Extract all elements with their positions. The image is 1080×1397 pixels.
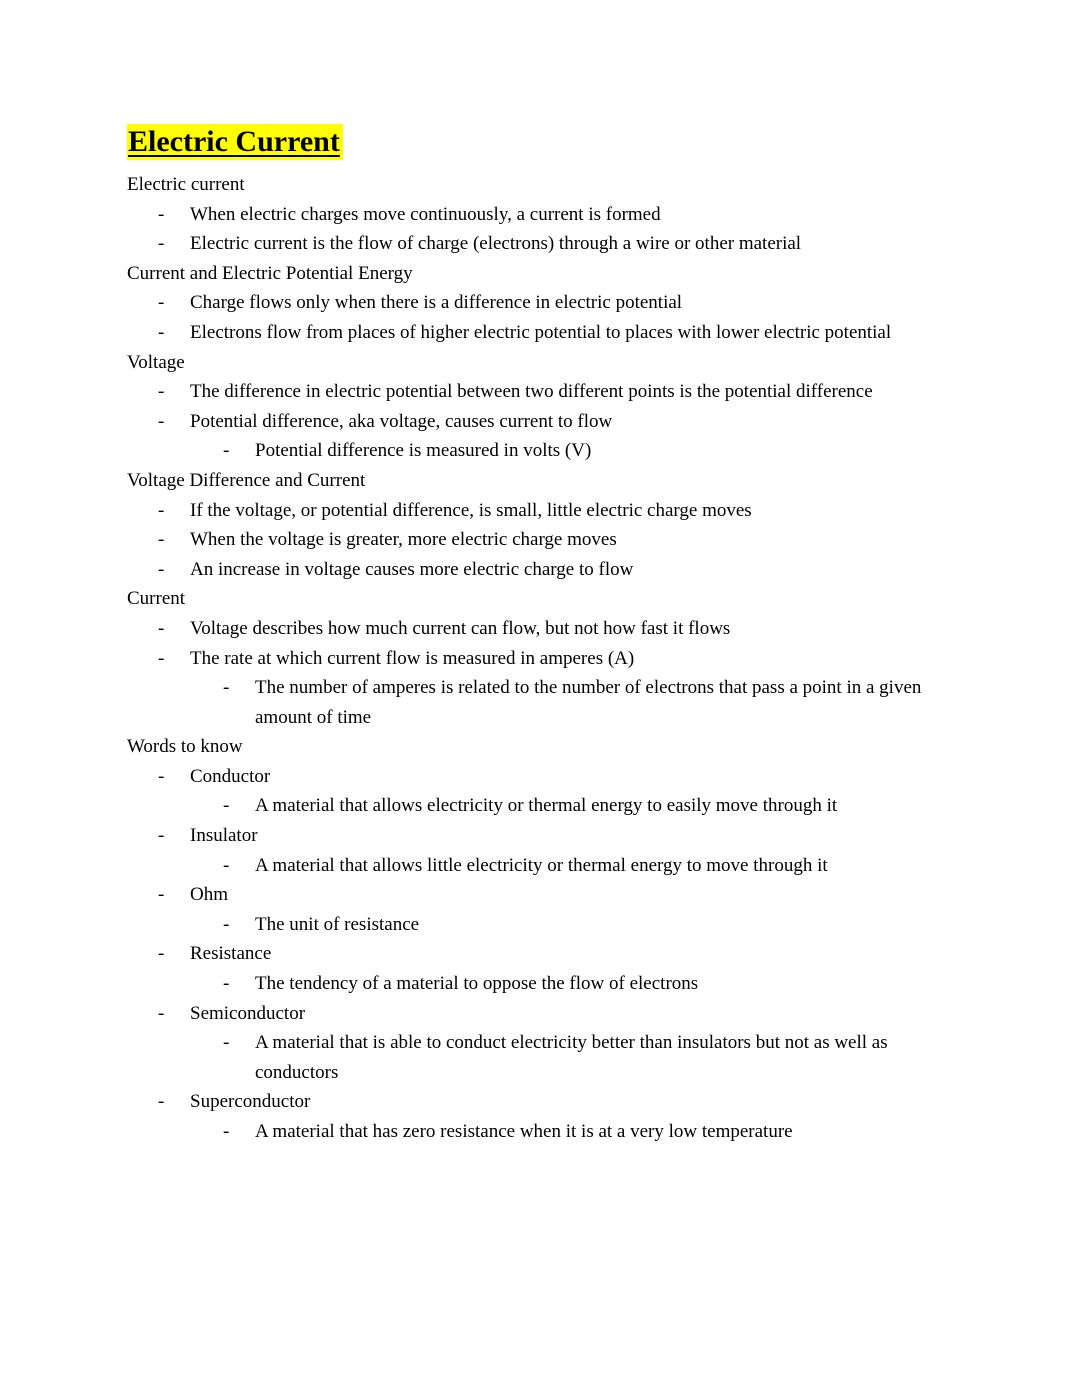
list-dash-bullet: - xyxy=(223,1121,230,1142)
list-dash-bullet: - xyxy=(158,529,165,551)
list-dash-bullet: - xyxy=(223,854,230,876)
outline-item xyxy=(127,229,959,259)
outline-heading xyxy=(127,466,959,496)
outline-heading xyxy=(127,584,959,614)
outline-item xyxy=(127,762,959,792)
item-text: Charge flows only when there is a difference in electric potential xyxy=(190,292,683,314)
item-text: An increase in voltage causes more electric charge to flow xyxy=(190,558,634,580)
item-text: Electrons flow from places of higher electric potential to places with lower electric potential xyxy=(190,321,892,343)
outline-item xyxy=(127,1087,959,1117)
outline-item xyxy=(127,525,959,555)
list-dash-bullet: - xyxy=(158,233,165,255)
outline-item xyxy=(127,969,959,999)
item-text: A material that allows electricity or thermal energy to easily move through it xyxy=(255,795,838,817)
outline-item xyxy=(127,377,959,407)
list-dash-bullet: - xyxy=(158,292,165,314)
outline-item xyxy=(127,496,959,526)
list-dash-bullet: - xyxy=(158,499,165,521)
outline-item xyxy=(127,644,959,674)
list-dash-bullet: - xyxy=(223,440,230,462)
item-text: The tendency of a material to oppose the flow of electrons xyxy=(255,973,699,995)
item-text: Voltage xyxy=(127,351,185,373)
outline-item xyxy=(127,880,959,910)
item-text: Superconductor xyxy=(190,1091,311,1113)
list-dash-bullet: - xyxy=(223,973,230,995)
item-text: A material that has zero resistance when it is at a very low temperature xyxy=(255,1121,793,1142)
item-text: Resistance xyxy=(190,943,272,965)
item-text: Potential difference is measured in volts (V) xyxy=(255,440,592,462)
outline-item xyxy=(127,200,959,230)
outline-item xyxy=(127,939,959,969)
list-dash-bullet: - xyxy=(158,1091,165,1113)
outline-heading xyxy=(127,170,959,200)
list-dash-bullet: - xyxy=(158,647,165,669)
item-text: A material that is able to conduct electricity better than insulators but not as well as conductors xyxy=(255,1032,888,1083)
outline-item xyxy=(127,1028,959,1087)
item-text: Conductor xyxy=(190,765,271,787)
list-dash-bullet: - xyxy=(158,203,165,225)
outline-heading xyxy=(127,259,959,289)
item-text: Current xyxy=(127,588,186,610)
item-text: Voltage Difference and Current xyxy=(127,469,366,491)
outline-item xyxy=(127,1117,959,1147)
list-dash-bullet: - xyxy=(158,765,165,787)
item-text: Semiconductor xyxy=(190,1002,306,1024)
list-dash-bullet: - xyxy=(158,943,165,965)
document-content xyxy=(127,122,959,1147)
item-text: The rate at which current flow is measured in amperes (A) xyxy=(190,647,635,669)
item-text: Electric current xyxy=(127,174,245,195)
list-dash-bullet: - xyxy=(158,884,165,906)
list-dash-bullet: - xyxy=(158,410,165,432)
list-dash-bullet: - xyxy=(158,321,165,343)
list-dash-bullet: - xyxy=(158,617,165,639)
item-text: If the voltage, or potential difference, is small, little electric charge moves xyxy=(190,499,752,521)
outline-item xyxy=(127,999,959,1029)
list-dash-bullet: - xyxy=(223,795,230,817)
document-title xyxy=(127,122,959,162)
item-text: The number of amperes is related to the number of electrons that pass a point in a given amount of time xyxy=(255,677,922,728)
outline-item xyxy=(127,821,959,851)
outline-heading xyxy=(127,348,959,378)
outline-item xyxy=(127,318,959,348)
outline-heading xyxy=(127,732,959,762)
outline-item xyxy=(127,436,959,466)
outline-item xyxy=(127,407,959,437)
item-text: The unit of resistance xyxy=(255,913,420,935)
item-text: Electric current is the flow of charge (electrons) through a wire or other material xyxy=(190,233,802,255)
outline-item xyxy=(127,851,959,881)
item-text: Voltage describes how much current can flow, but not how fast it flows xyxy=(190,617,731,639)
list-dash-bullet: - xyxy=(223,1032,230,1054)
list-dash-bullet: - xyxy=(223,913,230,935)
list-dash-bullet: - xyxy=(158,1002,165,1024)
item-text: Current and Electric Potential Energy xyxy=(127,262,413,284)
item-text: Words to know xyxy=(127,736,243,758)
outline-item xyxy=(127,288,959,318)
notes-outline xyxy=(127,170,959,1147)
outline-item xyxy=(127,614,959,644)
item-text: When the voltage is greater, more electric charge moves xyxy=(190,529,617,551)
list-dash-bullet: - xyxy=(158,825,165,847)
list-dash-bullet: - xyxy=(223,677,230,699)
outline-item xyxy=(127,791,959,821)
highlighted-title-text: Electric Current xyxy=(127,124,343,160)
list-dash-bullet: - xyxy=(158,558,165,580)
outline-item xyxy=(127,673,959,732)
outline-item xyxy=(127,555,959,585)
list-dash-bullet: - xyxy=(158,381,165,403)
item-text: When electric charges move continuously, a current is formed xyxy=(190,203,661,225)
item-text: Ohm xyxy=(190,884,228,906)
item-text: Insulator xyxy=(190,825,258,847)
outline-item xyxy=(127,910,959,940)
item-text: A material that allows little electricity or thermal energy to move through it xyxy=(255,854,828,876)
item-text: Potential difference, aka voltage, causes current to flow xyxy=(190,410,613,432)
item-text: The difference in electric potential between two different points is the potential difference xyxy=(190,381,873,403)
